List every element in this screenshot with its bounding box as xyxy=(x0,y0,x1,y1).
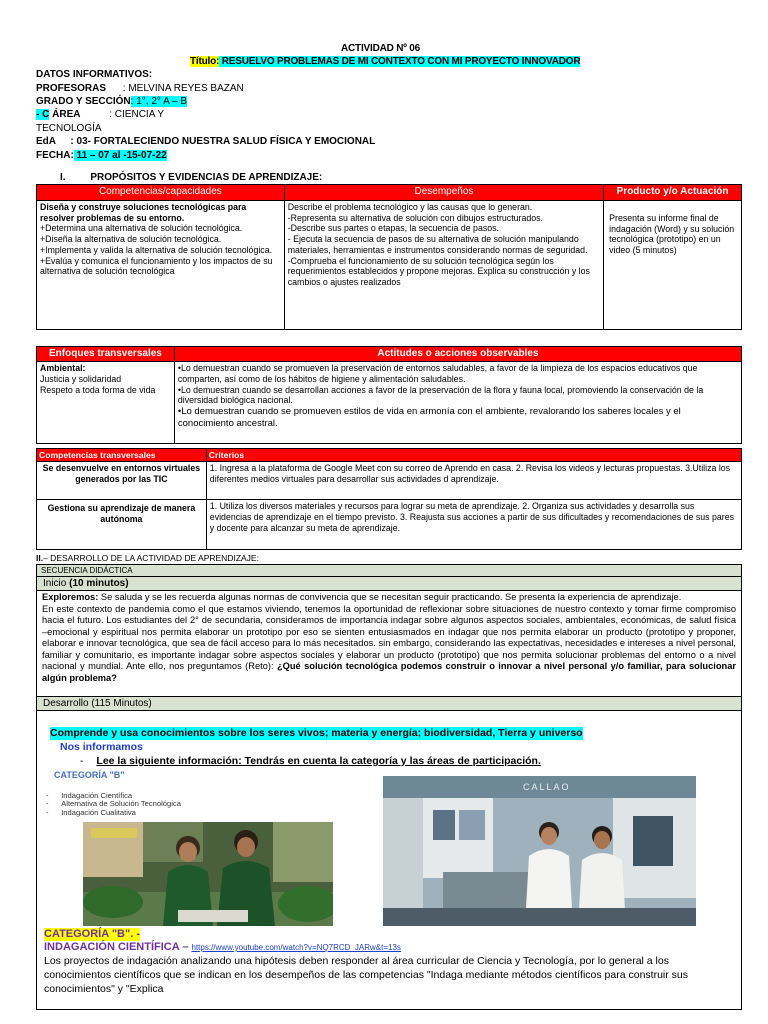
area-label: ÁREA xyxy=(52,109,81,120)
purposes-table xyxy=(36,184,742,330)
exhibit-sign: CALLAO xyxy=(523,782,571,792)
competencia-item: +Evalúa y comunica el funcionamiento y los impactos de su alternativa de solución tecnológica xyxy=(40,255,273,277)
final-paragraph: Los proyectos de indagación analizando una hipótesis deben responder al área curricular de Ciencia y Tecnología, por lo general a los conocimientos científicos que se indican en los desempeños de las competencias "Indaga mediante métodos científicos para construir sus conocimientos" y "Explica xyxy=(44,955,689,995)
lee-row xyxy=(80,755,541,768)
categoria-slide-list: - Indagación Científica - Alternativa de Solución Tecnológica - Indagación Cualitativa xyxy=(46,791,181,817)
students-photo-left-image xyxy=(83,822,333,926)
section-ii-numeral: II. xyxy=(36,553,44,563)
categoria-slide-item: Indagación Científica xyxy=(61,791,133,800)
section-i-heading xyxy=(60,172,322,184)
enfoque-item: Respeto a toda forma de vida xyxy=(40,384,156,395)
transversal-criterio: 1. Ingresa a la plataforma de Google Meet con su correo de Aprendo en casa. 2. Revisa los videos y lecturas propuestas. 3.Utiliza los diferentes medios virtuales para desarrollar sus actividades d aprendizaje. xyxy=(206,462,741,500)
categoria-slide-item: Indagación Cualitativa xyxy=(61,807,136,817)
contexto-paragraph: En este contexto de pandemia como el que estamos viviendo, tenemos la oportunidad de reflexionar sobre situaciones de nuestro contexto y tomar firme compromiso hacia el futuro. Los estudiantes del 2° de secundaria, consideramos de importancia indagar sobre algunos aspectos sociales, ambientales, económicas, de salud física –emocional y espiritual nos permita elaborar un prototipo por eso se sienten entusiasmados en indagar que nos permita elaborar un producto (prototipo y proponer, elaborar e innovar tecnológica, que sea de fácil acceso para lo más necesitados. sin embargo, considerando las expectativas, necesidades e intereses a nivel personal, familiar y comunitario, es importante indagar sobre aspectos sociales y elaborar un producto (prototipo) que nos permita solucionar problemas del entorno o a nivel nacional y mundial. Ante ello, nos preguntamos (Reto): xyxy=(42,603,736,672)
secuencia-label: SECUENCIA DIDÁCTICA xyxy=(37,565,741,577)
enfoque-cell xyxy=(37,362,175,444)
section-i-title: PROPÓSITOS Y EVIDENCIAS DE APRENDIZAJE: xyxy=(90,172,323,183)
transversal-competencia: Se desenvuelve en entornos virtuales generados por las TIC xyxy=(37,462,207,500)
date-value: 11 – 07 al -15-07-22 xyxy=(73,150,167,161)
area-value-line2: TECNOLOGÍA xyxy=(36,123,102,134)
area-value: : CIENCIA Y xyxy=(109,109,165,120)
students-photo-left xyxy=(83,822,333,926)
bullet-dash: - xyxy=(80,755,84,767)
competencias-cell xyxy=(37,201,285,330)
inicio-label: Inicio xyxy=(43,578,70,589)
reto-question: ¿Qué solución tecnológica podemos construir o innovar a nivel personal y/o familiar, para solucionar algún problema? xyxy=(42,661,736,683)
categoria-label: CATEGORÍA "B". - xyxy=(44,928,140,940)
activity-number: ACTIVIDAD Nº 06 xyxy=(341,43,420,54)
inicio-bar xyxy=(37,577,741,591)
competencia-title: Diseña y construye soluciones tecnológicas para resolver problemas de su entorno. xyxy=(40,202,247,223)
info-section-title: DATOS INFORMATIVOS: xyxy=(36,69,153,80)
actitudes-cell xyxy=(174,362,741,444)
indagacion-label: INDAGACIÓN CIENTÍFICA xyxy=(44,941,180,953)
desempeno-item: - Ejecuta la secuencia de pasos de su alternativa de solución manipulando materiales, herramientas e instrumentos considerando normas de seguridad. xyxy=(287,234,588,255)
grade-value: : 1°, 2° A – B xyxy=(130,96,188,107)
actitud-item: •Lo demuestran cuando se promueven estilos de vida en armonía con el ambiente, revalorando los saberes locales y el conocimiento ancestral. xyxy=(177,406,681,429)
header-actitudes: Actitudes o acciones observables xyxy=(174,347,741,362)
categoria-slide-item: Alternativa de Solución Tecnológica xyxy=(61,799,181,809)
header-desempenos: Desempeños xyxy=(284,185,603,201)
teacher-row xyxy=(36,83,244,95)
section-i-numeral: I. xyxy=(60,172,66,183)
producto-cell: Presenta su informe final de indagación (Word) y su solución tecnológica (prototipo) en un video (5 minutos) xyxy=(604,201,742,330)
header-competencias: Competencias/capacidades xyxy=(37,185,285,201)
date-row xyxy=(36,150,167,162)
grade-label: GRADO Y SECCIÓN xyxy=(36,96,131,107)
area-row xyxy=(36,109,164,121)
transversal-table xyxy=(36,448,742,550)
exhibit-photo-right-image xyxy=(383,776,696,926)
header-competencias-transversales: Competencias transversales xyxy=(37,449,207,462)
teacher-value: : MELVINA REYES BAZAN xyxy=(122,83,244,94)
categoria-slide xyxy=(46,768,296,817)
competencia-item: +Diseña la alternativa de solución tecnológica. xyxy=(40,234,222,245)
area-prefix: - C xyxy=(36,109,50,120)
desempeno-item: -Describe sus partes o etapas, la secuencia de pasos. xyxy=(287,223,499,234)
header-enfoques: Enfoques transversales xyxy=(37,347,175,362)
transversal-criterio: 1. Utiliza los diversos materiales y recursos para lograr su meta de aprendizaje. 2. Organiza sus actividades y desarrolla sus evidencias de aprendizaje en el tiempo previsto. 3. Reajusta sus acciones a partir de sus dificultades y recomendaciones de sus pares y docente para alcanzar su meta de aprendizaje. xyxy=(206,500,741,550)
indagacion-dash: – xyxy=(179,941,192,953)
nos-informamos: Nos informamos xyxy=(60,741,143,753)
actitud-item: •Lo demuestran cuando se promueven la preservación de entornos saludables, a favor de la limpieza de los espacios educativos que comparten, así como de los hábitos de higiene y alimentación saludables. xyxy=(177,363,698,384)
inicio-content xyxy=(37,591,741,697)
header-criterios: Criterios xyxy=(206,449,741,462)
exhibit-photo-right xyxy=(383,776,696,926)
desarrollo-label: Desarrollo (115 Minutos) xyxy=(37,697,741,711)
competencia-item: +Determina una alternativa de solución tecnológica. xyxy=(40,223,243,234)
enfoque-title: Ambiental: xyxy=(40,363,86,374)
enfoque-item: Justicia y solidaridad xyxy=(40,373,122,384)
title-text: RESUELVO PROBLEMAS DE MI CONTEXTO CON MI PROYECTO INNOVADOR xyxy=(219,56,581,67)
eda-value: : 03- FORTALECIENDO NUESTRA SALUD FÍSICA Y EMOCIONAL xyxy=(70,136,376,147)
eda-label: EdA xyxy=(36,136,56,147)
desempenos-cell xyxy=(284,201,603,330)
categoria-slide-title: CATEGORÍA "B" xyxy=(54,770,125,780)
header-producto: Producto y/o Actuación xyxy=(604,185,742,201)
section-ii-heading xyxy=(36,553,259,563)
activity-title xyxy=(190,56,580,68)
youtube-link[interactable]: https://www.youtube.com/watch?v=NQ7RCD_JARw&t=13s xyxy=(191,943,401,952)
inicio-time: (10 minutos) xyxy=(69,578,129,589)
desempeno-item: Describe el problema tecnológico y las causas que lo generan. xyxy=(287,202,533,212)
enfoques-table xyxy=(36,346,742,444)
actitud-item: •Lo demuestran cuando se desarrollan acciones a favor de la preservación de la flora y fauna local, promoviendo la conservación de la diversidad biológica nacional. xyxy=(177,384,704,406)
grade-row xyxy=(36,96,187,108)
teacher-label: PROFESORAS xyxy=(36,83,107,94)
section-ii-title: – DESARROLLO DE LA ACTIVIDAD DE APRENDIZAJE: xyxy=(43,553,259,563)
competencia-item: +Implementa y valida la alternativa de solución tecnológica. xyxy=(40,244,273,255)
desempeno-item: -Representa su alternativa de solución con dibujos estructurados. xyxy=(287,212,543,223)
desempeno-item: -Comprueba el funcionamiento de su solución tecnológica según los requerimientos establecidos y propone mejoras. Explica su construcción y los cambios o ajustes realizados xyxy=(287,255,590,288)
transversal-competencia: Gestiona su aprendizaje de manera autónoma xyxy=(37,500,207,550)
desarrollo-heading: Comprende y usa conocimientos sobre los seres vivos; materia y energía; biodiversidad, Tierra y universo xyxy=(50,727,583,739)
indagacion-row xyxy=(44,941,401,954)
lee-instruction: Lee la siguiente información: Tendrás en cuenta la categoría y las áreas de participación. xyxy=(96,755,541,767)
exploremos-text: Se saluda y se les recuerda algunas normas de convivencia que se necesitan seguir practicando. Se presenta la experiencia de aprendizaje. xyxy=(98,592,682,602)
exploremos-label: Exploremos: xyxy=(42,592,99,602)
title-label: Título: xyxy=(190,56,220,67)
eda-row xyxy=(36,136,375,148)
date-label: FECHA: xyxy=(36,150,74,161)
